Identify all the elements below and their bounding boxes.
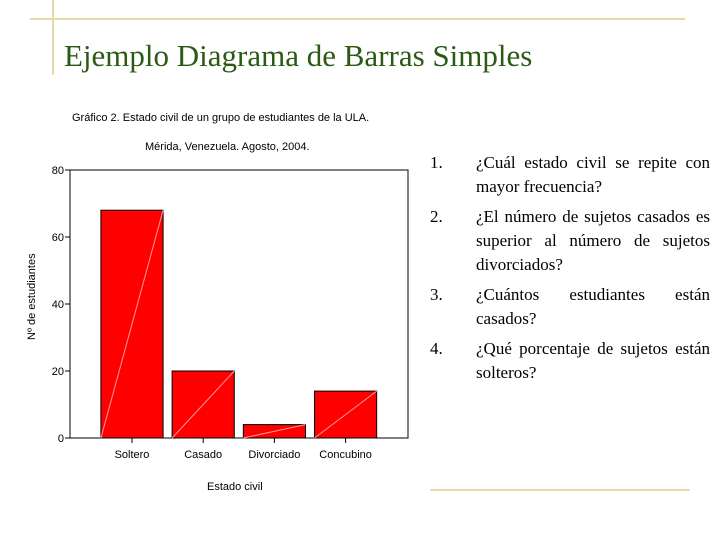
question-number: 3.	[430, 285, 443, 304]
bar-chart	[0, 150, 420, 470]
y-tick-label: 0	[57, 433, 64, 445]
x-tick-label: Divorciado	[248, 449, 301, 461]
question-number: 1.	[430, 153, 443, 172]
y-tick-label: 20	[51, 366, 64, 378]
question-list	[430, 151, 710, 391]
question-text: ¿Qué porcentaje de sujetos están solteros?	[476, 339, 710, 382]
question-item	[430, 337, 710, 385]
question-number: 4.	[430, 339, 443, 358]
y-axis-label: Nº de estudiantes	[26, 253, 38, 340]
y-tick-label: 80	[51, 165, 64, 177]
x-axis-label: Estado civil	[207, 481, 263, 493]
frame-left-rule	[52, 0, 54, 75]
x-tick-label: Soltero	[114, 449, 150, 461]
question-number: 2.	[430, 207, 443, 226]
chart-title: Gráfico 2. Estado civil de un grupo de estudiantes de la ULA.	[72, 112, 370, 124]
question-text: ¿Cuántos estudiantes están casados?	[476, 285, 710, 328]
x-tick-label: Concubino	[319, 449, 372, 461]
chart-subtitle: Mérida, Venezuela. Agosto, 2004.	[145, 141, 310, 153]
question-text: ¿Cuál estado civil se repite con mayor frecuencia?	[476, 153, 710, 196]
question-item	[430, 205, 710, 277]
slide-title: Ejemplo Diagrama de Barras Simples	[64, 38, 533, 73]
question-item	[430, 151, 710, 199]
x-tick-label: Casado	[184, 449, 223, 461]
chart-plot-layer	[52, 165, 408, 461]
y-tick-label: 60	[51, 232, 64, 244]
frame-bottom-rule	[430, 489, 690, 491]
question-text: ¿El número de sujetos casados es superior al número de sujetos divorciados?	[476, 207, 710, 274]
frame-top-rule	[30, 18, 685, 20]
y-tick-label: 40	[51, 299, 64, 311]
question-item	[430, 283, 710, 331]
